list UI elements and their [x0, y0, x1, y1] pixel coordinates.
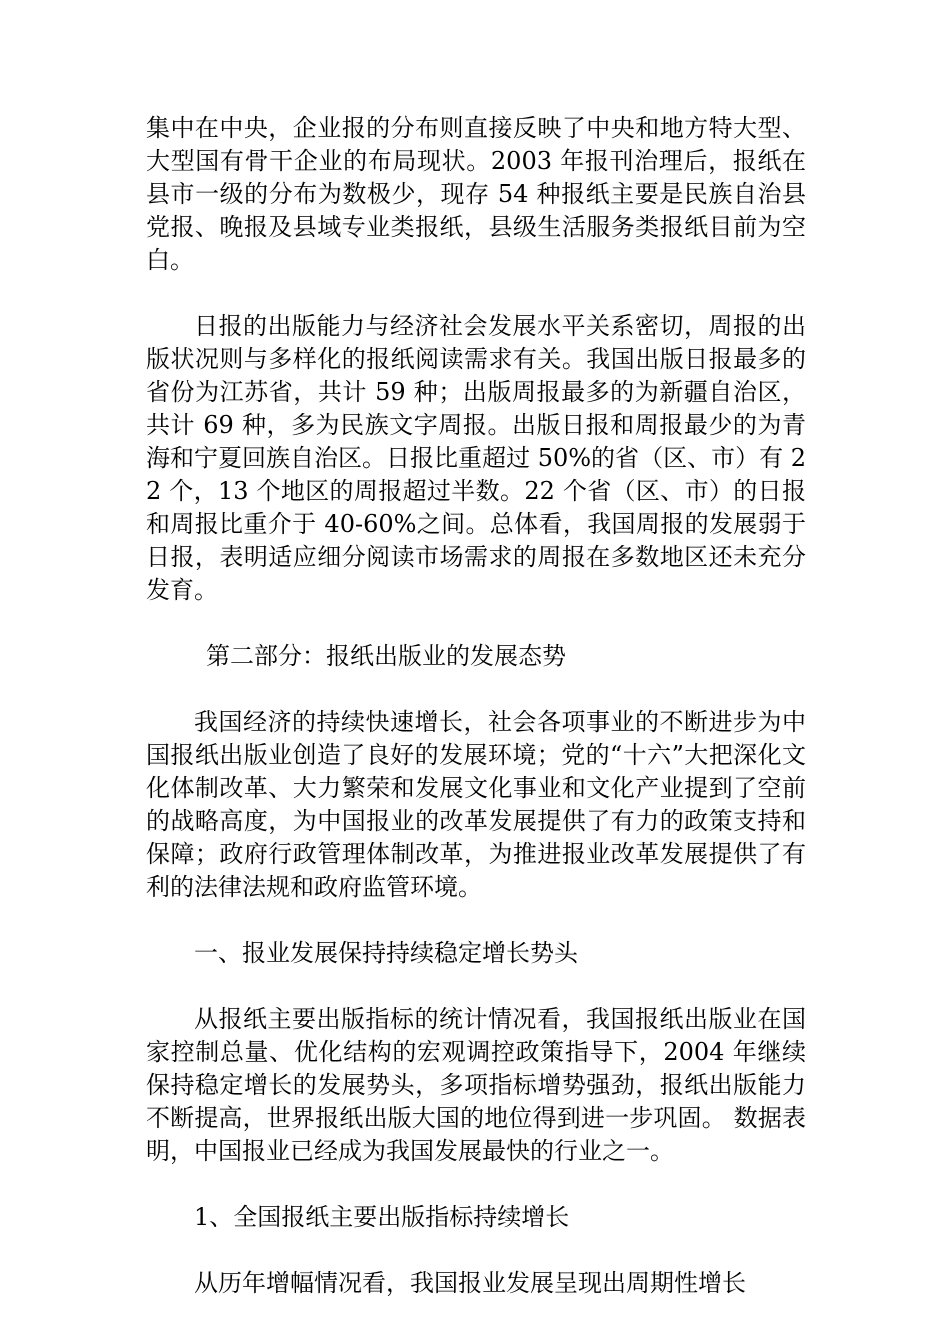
document-page	[146, 112, 806, 1300]
body-paragraph: 从报纸主要出版指标的统计情况看，我国报纸出版业在国家控制总量、优化结构的宏观调控政策指导下，2004 年继续保持稳定增长的发展势头，多项指标增势强劲，报纸出版能力不断提高，世界报纸出版大国的地位得到进一步巩固。 数据表明，中国报业已经成为我国发展最快的行业之一。	[146, 1005, 806, 1165]
section-heading: 第二部分：报纸出版业的发展态势	[206, 642, 566, 670]
body-paragraph: 我国经济的持续快速增长，社会各项事业的不断进步为中国报纸出版业创造了良好的发展环境；党的“十六”大把深化文化体制改革、大力繁荣和发展文化事业和文化产业提到了空前的战略高度，为中国报业的改革发展提供了有力的政策支持和保障；政府行政管理体制改革，为推进报业改革发展提供了有利的法律法规和政府监管环境。	[146, 708, 806, 901]
body-paragraph: 集中在中央，企业报的分布则直接反映了中央和地方特大型、大型国有骨干企业的布局现状。2003 年报刊治理后，报纸在县市一级的分布为数极少，现存 54 种报纸主要是民族自治县党报、晚报及县域专业类报纸，县级生活服务类报纸目前为空白。	[146, 114, 806, 274]
subsection-heading: 一、报业发展保持持续稳定增长势头	[194, 939, 578, 967]
body-paragraph: 从历年增幅情况看，我国报业发展呈现出周期性增长	[194, 1269, 746, 1297]
body-paragraph: 日报的出版能力与经济社会发展水平关系密切，周报的出版状况则与多样化的报纸阅读需求有关。我国出版日报最多的省份为江苏省，共计 59 种；出版周报最多的为新疆自治区，共计 69 种，多为民族文字周报。出版日报和周报最少的为青海和宁夏回族自治区。日报比重超过 50%的省（区、市）有 22 个，13 个地区的周报超过半数。22 个省（区、市）的日报和周报比重介于 40-60%之间。总体看，我国周报的发展弱于日报，表明适应细分阅读市场需求的周报在多数地区还未充分发育。	[146, 312, 806, 604]
subsection-heading: 1、全国报纸主要出版指标持续增长	[194, 1203, 570, 1231]
